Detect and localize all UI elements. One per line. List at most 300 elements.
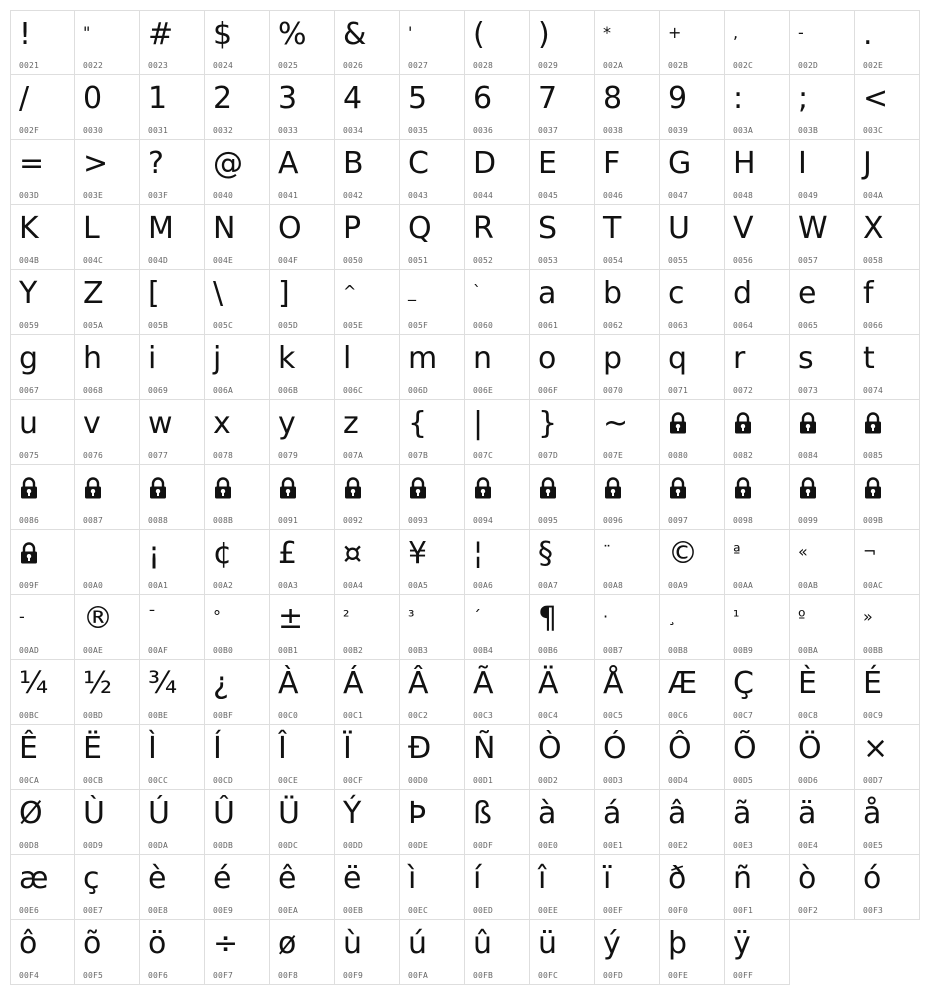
glyph-code: 0040 bbox=[213, 191, 234, 200]
glyph-cell bbox=[790, 75, 855, 140]
glyph-code: 00BC bbox=[19, 711, 40, 720]
glyph-char: 5 bbox=[408, 81, 428, 116]
glyph-char: í bbox=[473, 861, 482, 896]
glyph-code: 003D bbox=[19, 191, 40, 200]
glyph-code: 0043 bbox=[408, 191, 429, 200]
glyph-cell bbox=[725, 920, 790, 985]
glyph-code: 003B bbox=[798, 126, 819, 135]
glyph-cell bbox=[465, 400, 530, 465]
glyph-cell bbox=[725, 140, 790, 205]
glyph-cell bbox=[530, 205, 595, 270]
glyph-code: 0077 bbox=[148, 451, 169, 460]
glyph-char: X bbox=[863, 211, 884, 246]
glyph-cell bbox=[725, 205, 790, 270]
lock-icon bbox=[20, 542, 38, 564]
glyph-cell bbox=[790, 140, 855, 205]
glyph-char: N bbox=[213, 211, 236, 246]
glyph-code: 0026 bbox=[343, 61, 364, 70]
glyph-code: 0029 bbox=[538, 61, 559, 70]
glyph-cell bbox=[530, 790, 595, 855]
glyph-code: 00E0 bbox=[538, 841, 559, 850]
glyph-char: U bbox=[668, 211, 690, 246]
lock-icon bbox=[214, 477, 232, 499]
glyph-char: v bbox=[83, 406, 101, 441]
glyph-code: 00D0 bbox=[408, 776, 429, 785]
glyph-cell bbox=[790, 725, 855, 790]
glyph-code: 0086 bbox=[19, 516, 40, 525]
glyph-code: 00D7 bbox=[863, 776, 884, 785]
glyph-cell bbox=[10, 465, 75, 530]
glyph-char: m bbox=[408, 341, 438, 376]
glyph-cell bbox=[855, 855, 920, 920]
glyph-cell bbox=[855, 660, 920, 725]
glyph-cell bbox=[790, 400, 855, 465]
glyph-code: 0097 bbox=[668, 516, 689, 525]
glyph-cell bbox=[790, 335, 855, 400]
glyph-code: 0062 bbox=[603, 321, 624, 330]
glyph-cell bbox=[400, 335, 465, 400]
glyph-code: 00A4 bbox=[343, 581, 364, 590]
glyph-code: 0082 bbox=[733, 451, 754, 460]
glyph-char: » bbox=[863, 607, 873, 626]
glyph-code: 0050 bbox=[343, 256, 364, 265]
glyph-code: 007D bbox=[538, 451, 559, 460]
glyph-code: 00AF bbox=[148, 646, 169, 655]
glyph-code: 00A6 bbox=[473, 581, 494, 590]
glyph-cell bbox=[335, 595, 400, 660]
glyph-cell bbox=[660, 10, 725, 75]
glyph-code: 006D bbox=[408, 386, 429, 395]
glyph-code: 0092 bbox=[343, 516, 364, 525]
glyph-cell bbox=[140, 725, 205, 790]
glyph-char: Q bbox=[408, 211, 432, 246]
glyph-cell bbox=[725, 465, 790, 530]
glyph-code: 007C bbox=[473, 451, 494, 460]
glyph-char: Ó bbox=[603, 731, 627, 766]
glyph-code: 002A bbox=[603, 61, 624, 70]
glyph-char: ] bbox=[278, 276, 290, 311]
glyph-code: 0070 bbox=[603, 386, 624, 395]
glyph-cell bbox=[140, 465, 205, 530]
glyph-code: 0036 bbox=[473, 126, 494, 135]
glyph-char: º bbox=[798, 607, 806, 626]
glyph-cell bbox=[465, 10, 530, 75]
glyph-code: 00AD bbox=[19, 646, 40, 655]
glyph-cell bbox=[270, 465, 335, 530]
glyph-cell bbox=[335, 270, 400, 335]
glyph-code: 00EE bbox=[538, 906, 559, 915]
glyph-char: h bbox=[83, 341, 103, 376]
glyph-cell bbox=[855, 725, 920, 790]
glyph-code: 00F9 bbox=[343, 971, 364, 980]
glyph-cell bbox=[790, 660, 855, 725]
glyph-code: 0054 bbox=[603, 256, 624, 265]
glyph-code: 00C8 bbox=[798, 711, 819, 720]
glyph-char: ë bbox=[343, 861, 362, 896]
glyph-cell bbox=[660, 855, 725, 920]
glyph-code: 00AC bbox=[863, 581, 884, 590]
glyph-code: 0072 bbox=[733, 386, 754, 395]
glyph-char: ± bbox=[278, 601, 304, 636]
glyph-char: + bbox=[668, 23, 682, 42]
glyph-char: { bbox=[408, 406, 428, 441]
glyph-code: 00B6 bbox=[538, 646, 559, 655]
glyph-char: E bbox=[538, 146, 557, 181]
glyph-cell bbox=[335, 660, 400, 725]
glyph-cell bbox=[725, 595, 790, 660]
glyph-code: 00E9 bbox=[213, 906, 234, 915]
glyph-cell bbox=[400, 725, 465, 790]
glyph-char: 9 bbox=[668, 81, 688, 116]
glyph-char: ¨ bbox=[603, 542, 611, 561]
glyph-code: 00AB bbox=[798, 581, 819, 590]
glyph-cell bbox=[205, 205, 270, 270]
glyph-char: ó bbox=[863, 861, 882, 896]
lock-icon bbox=[344, 477, 362, 499]
glyph-cell bbox=[140, 790, 205, 855]
glyph-cell bbox=[10, 790, 75, 855]
glyph-cell bbox=[75, 400, 140, 465]
glyph-cell bbox=[660, 790, 725, 855]
glyph-code: 00C3 bbox=[473, 711, 494, 720]
glyph-code: 004C bbox=[83, 256, 104, 265]
glyph-code: 0067 bbox=[19, 386, 40, 395]
glyph-code: 0052 bbox=[473, 256, 494, 265]
glyph-code: 00D9 bbox=[83, 841, 104, 850]
glyph-char: / bbox=[19, 81, 30, 116]
glyph-cell bbox=[335, 790, 400, 855]
glyph-char: M bbox=[148, 211, 174, 246]
glyph-cell bbox=[10, 920, 75, 985]
glyph-char: ´ bbox=[473, 607, 481, 626]
glyph-code: 002D bbox=[798, 61, 819, 70]
glyph-char: % bbox=[278, 17, 307, 52]
glyph-char: S bbox=[538, 211, 558, 246]
glyph-cell bbox=[530, 855, 595, 920]
glyph-cell bbox=[725, 400, 790, 465]
glyph-code: 00E6 bbox=[19, 906, 40, 915]
glyph-cell bbox=[465, 270, 530, 335]
glyph-code: 00EB bbox=[343, 906, 364, 915]
glyph-cell bbox=[530, 335, 595, 400]
glyph-cell bbox=[530, 75, 595, 140]
glyph-code: 00F4 bbox=[19, 971, 40, 980]
glyph-code: 00FF bbox=[733, 971, 754, 980]
glyph-char: ! bbox=[19, 17, 32, 52]
glyph-code: 0088 bbox=[148, 516, 169, 525]
glyph-code: 00E5 bbox=[863, 841, 884, 850]
glyph-code: 00A7 bbox=[538, 581, 559, 590]
glyph-cell bbox=[725, 530, 790, 595]
glyph-cell bbox=[465, 75, 530, 140]
glyph-cell bbox=[660, 595, 725, 660]
glyph-cell bbox=[595, 270, 660, 335]
glyph-char: ² bbox=[343, 607, 350, 626]
glyph-char: û bbox=[473, 926, 493, 961]
glyph-cell bbox=[10, 530, 75, 595]
glyph-char: : bbox=[733, 81, 744, 116]
glyph-char: f bbox=[863, 276, 874, 311]
glyph-code: 00BA bbox=[798, 646, 819, 655]
glyph-char: a bbox=[538, 276, 557, 311]
glyph-code: 006F bbox=[538, 386, 559, 395]
glyph-char: ° bbox=[213, 607, 221, 626]
glyph-code: 0061 bbox=[538, 321, 559, 330]
glyph-cell bbox=[270, 855, 335, 920]
glyph-code: 00C6 bbox=[668, 711, 689, 720]
glyph-cell bbox=[465, 725, 530, 790]
glyph-char: d bbox=[733, 276, 753, 311]
glyph-cell bbox=[140, 595, 205, 660]
glyph-cell bbox=[790, 465, 855, 530]
glyph-code: 0022 bbox=[83, 61, 104, 70]
glyph-code: 0056 bbox=[733, 256, 754, 265]
glyph-char: Å bbox=[603, 666, 624, 701]
glyph-code: 004A bbox=[863, 191, 884, 200]
glyph-char: ~ bbox=[603, 406, 629, 441]
glyph-char: Ø bbox=[19, 796, 43, 831]
glyph-char: ) bbox=[538, 17, 550, 52]
glyph-code: 00F3 bbox=[863, 906, 884, 915]
glyph-char: × bbox=[863, 731, 889, 766]
glyph-cell bbox=[660, 335, 725, 400]
glyph-cell bbox=[855, 400, 920, 465]
glyph-code: 0074 bbox=[863, 386, 884, 395]
glyph-cell bbox=[790, 790, 855, 855]
glyph-cell bbox=[75, 140, 140, 205]
glyph-code: 002B bbox=[668, 61, 689, 70]
glyph-cell bbox=[75, 595, 140, 660]
glyph-cell bbox=[400, 595, 465, 660]
glyph-cell bbox=[400, 920, 465, 985]
glyph-char: ³ bbox=[408, 607, 415, 626]
glyph-code: 004F bbox=[278, 256, 299, 265]
glyph-cell bbox=[660, 725, 725, 790]
glyph-code: 00F0 bbox=[668, 906, 689, 915]
glyph-cell bbox=[465, 335, 530, 400]
glyph-char: . bbox=[863, 17, 873, 52]
glyph-code: 00FB bbox=[473, 971, 494, 980]
glyph-code: 00CA bbox=[19, 776, 40, 785]
glyph-code: 0076 bbox=[83, 451, 104, 460]
glyph-cell bbox=[530, 400, 595, 465]
glyph-code: 00BF bbox=[213, 711, 234, 720]
glyph-code: 00F5 bbox=[83, 971, 104, 980]
glyph-char: & bbox=[343, 17, 367, 52]
glyph-code: 00C0 bbox=[278, 711, 299, 720]
glyph-char: 0 bbox=[83, 81, 103, 116]
glyph-char: L bbox=[83, 211, 100, 246]
glyph-char: ÷ bbox=[213, 926, 239, 961]
glyph-char: Æ bbox=[668, 666, 698, 701]
glyph-char: ö bbox=[148, 926, 167, 961]
lock-icon bbox=[799, 412, 817, 434]
glyph-char: ä bbox=[798, 796, 817, 831]
glyph-cell bbox=[75, 465, 140, 530]
glyph-cell bbox=[10, 725, 75, 790]
glyph-code: 00B4 bbox=[473, 646, 494, 655]
glyph-char: Á bbox=[343, 666, 364, 701]
glyph-char: # bbox=[148, 17, 174, 52]
glyph-code: 0064 bbox=[733, 321, 754, 330]
glyph-char: g bbox=[19, 341, 39, 376]
glyph-code: 0053 bbox=[538, 256, 559, 265]
glyph-cell bbox=[75, 660, 140, 725]
glyph-code: 00C4 bbox=[538, 711, 559, 720]
glyph-code: 0025 bbox=[278, 61, 299, 70]
glyph-char: Ò bbox=[538, 731, 562, 766]
glyph-code: 00CE bbox=[278, 776, 299, 785]
glyph-char: à bbox=[538, 796, 557, 831]
glyph-code: 00EF bbox=[603, 906, 624, 915]
glyph-code: 00FA bbox=[408, 971, 429, 980]
glyph-code: 004B bbox=[19, 256, 40, 265]
glyph-cell bbox=[855, 335, 920, 400]
glyph-char: y bbox=[278, 406, 296, 441]
glyph-char: ¸ bbox=[668, 607, 676, 626]
glyph-char: Û bbox=[213, 796, 235, 831]
glyph-cell bbox=[790, 855, 855, 920]
glyph-code: 003E bbox=[83, 191, 104, 200]
glyph-cell bbox=[75, 75, 140, 140]
glyph-cell bbox=[660, 920, 725, 985]
glyph-cell bbox=[530, 595, 595, 660]
glyph-cell bbox=[335, 205, 400, 270]
glyph-code: 0063 bbox=[668, 321, 689, 330]
glyph-code: 00B8 bbox=[668, 646, 689, 655]
glyph-cell bbox=[335, 400, 400, 465]
glyph-char: À bbox=[278, 666, 299, 701]
glyph-char: e bbox=[798, 276, 817, 311]
glyph-code: 0030 bbox=[83, 126, 104, 135]
glyph-cell bbox=[335, 855, 400, 920]
glyph-code: 002F bbox=[19, 126, 40, 135]
glyph-code: 0065 bbox=[798, 321, 819, 330]
lock-icon bbox=[734, 412, 752, 434]
glyph-code: 0085 bbox=[863, 451, 884, 460]
glyph-code: 00E8 bbox=[148, 906, 169, 915]
glyph-cell bbox=[140, 10, 205, 75]
glyph-cell bbox=[855, 140, 920, 205]
glyph-code: 00B0 bbox=[213, 646, 234, 655]
glyph-char: Y bbox=[19, 276, 38, 311]
glyph-cell bbox=[205, 335, 270, 400]
glyph-cell bbox=[400, 205, 465, 270]
glyph-char: ¯ bbox=[148, 607, 156, 626]
glyph-char: - bbox=[19, 607, 25, 626]
glyph-char: i bbox=[148, 341, 157, 376]
glyph-cell bbox=[140, 140, 205, 205]
glyph-char: t bbox=[863, 341, 875, 376]
glyph-char: \ bbox=[213, 276, 224, 311]
glyph-char: ì bbox=[408, 861, 417, 896]
glyph-cell bbox=[725, 725, 790, 790]
glyph-code: 006E bbox=[473, 386, 494, 395]
glyph-cell bbox=[270, 920, 335, 985]
glyph-cell bbox=[270, 790, 335, 855]
glyph-char: Ú bbox=[148, 796, 170, 831]
glyph-code: 00C1 bbox=[343, 711, 364, 720]
lock-icon bbox=[669, 477, 687, 499]
glyph-cell bbox=[140, 920, 205, 985]
glyph-cell bbox=[75, 920, 140, 985]
glyph-cell bbox=[855, 595, 920, 660]
glyph-cell bbox=[270, 400, 335, 465]
glyph-char: _ bbox=[408, 282, 416, 301]
glyph-code: 00FD bbox=[603, 971, 624, 980]
glyph-code: 0035 bbox=[408, 126, 429, 135]
glyph-cell bbox=[270, 530, 335, 595]
glyph-code: 00D8 bbox=[19, 841, 40, 850]
glyph-code: 003C bbox=[863, 126, 884, 135]
lock-icon bbox=[84, 477, 102, 499]
glyph-cell bbox=[75, 270, 140, 335]
glyph-code: 0071 bbox=[668, 386, 689, 395]
glyph-cell bbox=[465, 465, 530, 530]
glyph-code: 0073 bbox=[798, 386, 819, 395]
glyph-char: ü bbox=[538, 926, 558, 961]
glyph-code: 007A bbox=[343, 451, 364, 460]
glyph-code: 00D2 bbox=[538, 776, 559, 785]
glyph-cell bbox=[140, 530, 205, 595]
glyph-cell bbox=[660, 205, 725, 270]
glyph-cell bbox=[205, 790, 270, 855]
glyph-char: ( bbox=[473, 17, 485, 52]
glyph-code: 003F bbox=[148, 191, 169, 200]
glyph-char: ò bbox=[798, 861, 817, 896]
glyph-code: 005B bbox=[148, 321, 169, 330]
glyph-char: u bbox=[19, 406, 39, 441]
glyph-code: 0048 bbox=[733, 191, 754, 200]
glyph-char: ñ bbox=[733, 861, 753, 896]
glyph-cell bbox=[725, 790, 790, 855]
glyph-code: 00D5 bbox=[733, 776, 754, 785]
glyph-code: 0087 bbox=[83, 516, 104, 525]
glyph-cell bbox=[270, 75, 335, 140]
glyph-char: Â bbox=[408, 666, 429, 701]
glyph-cell bbox=[855, 530, 920, 595]
glyph-char: ` bbox=[473, 282, 481, 301]
glyph-cell bbox=[465, 920, 530, 985]
glyph-char: ª bbox=[733, 542, 741, 561]
glyph-char: z bbox=[343, 406, 359, 441]
glyph-cell bbox=[205, 660, 270, 725]
glyph-cell bbox=[400, 75, 465, 140]
glyph-code: 007B bbox=[408, 451, 429, 460]
glyph-cell bbox=[725, 75, 790, 140]
glyph-char: @ bbox=[213, 146, 243, 181]
glyph-char: ß bbox=[473, 796, 492, 831]
glyph-cell bbox=[595, 400, 660, 465]
glyph-code: 0078 bbox=[213, 451, 234, 460]
glyph-code: 00A0 bbox=[83, 581, 104, 590]
glyph-cell bbox=[400, 855, 465, 920]
glyph-grid bbox=[10, 10, 920, 985]
glyph-char: F bbox=[603, 146, 621, 181]
glyph-code: 00DB bbox=[213, 841, 234, 850]
glyph-code: 0038 bbox=[603, 126, 624, 135]
glyph-char: s bbox=[798, 341, 814, 376]
glyph-char: · bbox=[603, 607, 609, 626]
glyph-char: 3 bbox=[278, 81, 298, 116]
glyph-code: 00A1 bbox=[148, 581, 169, 590]
glyph-code: 009F bbox=[19, 581, 40, 590]
glyph-cell bbox=[335, 725, 400, 790]
glyph-cell bbox=[205, 10, 270, 75]
glyph-char: È bbox=[798, 666, 817, 701]
glyph-cell bbox=[10, 660, 75, 725]
glyph-code: 0032 bbox=[213, 126, 234, 135]
